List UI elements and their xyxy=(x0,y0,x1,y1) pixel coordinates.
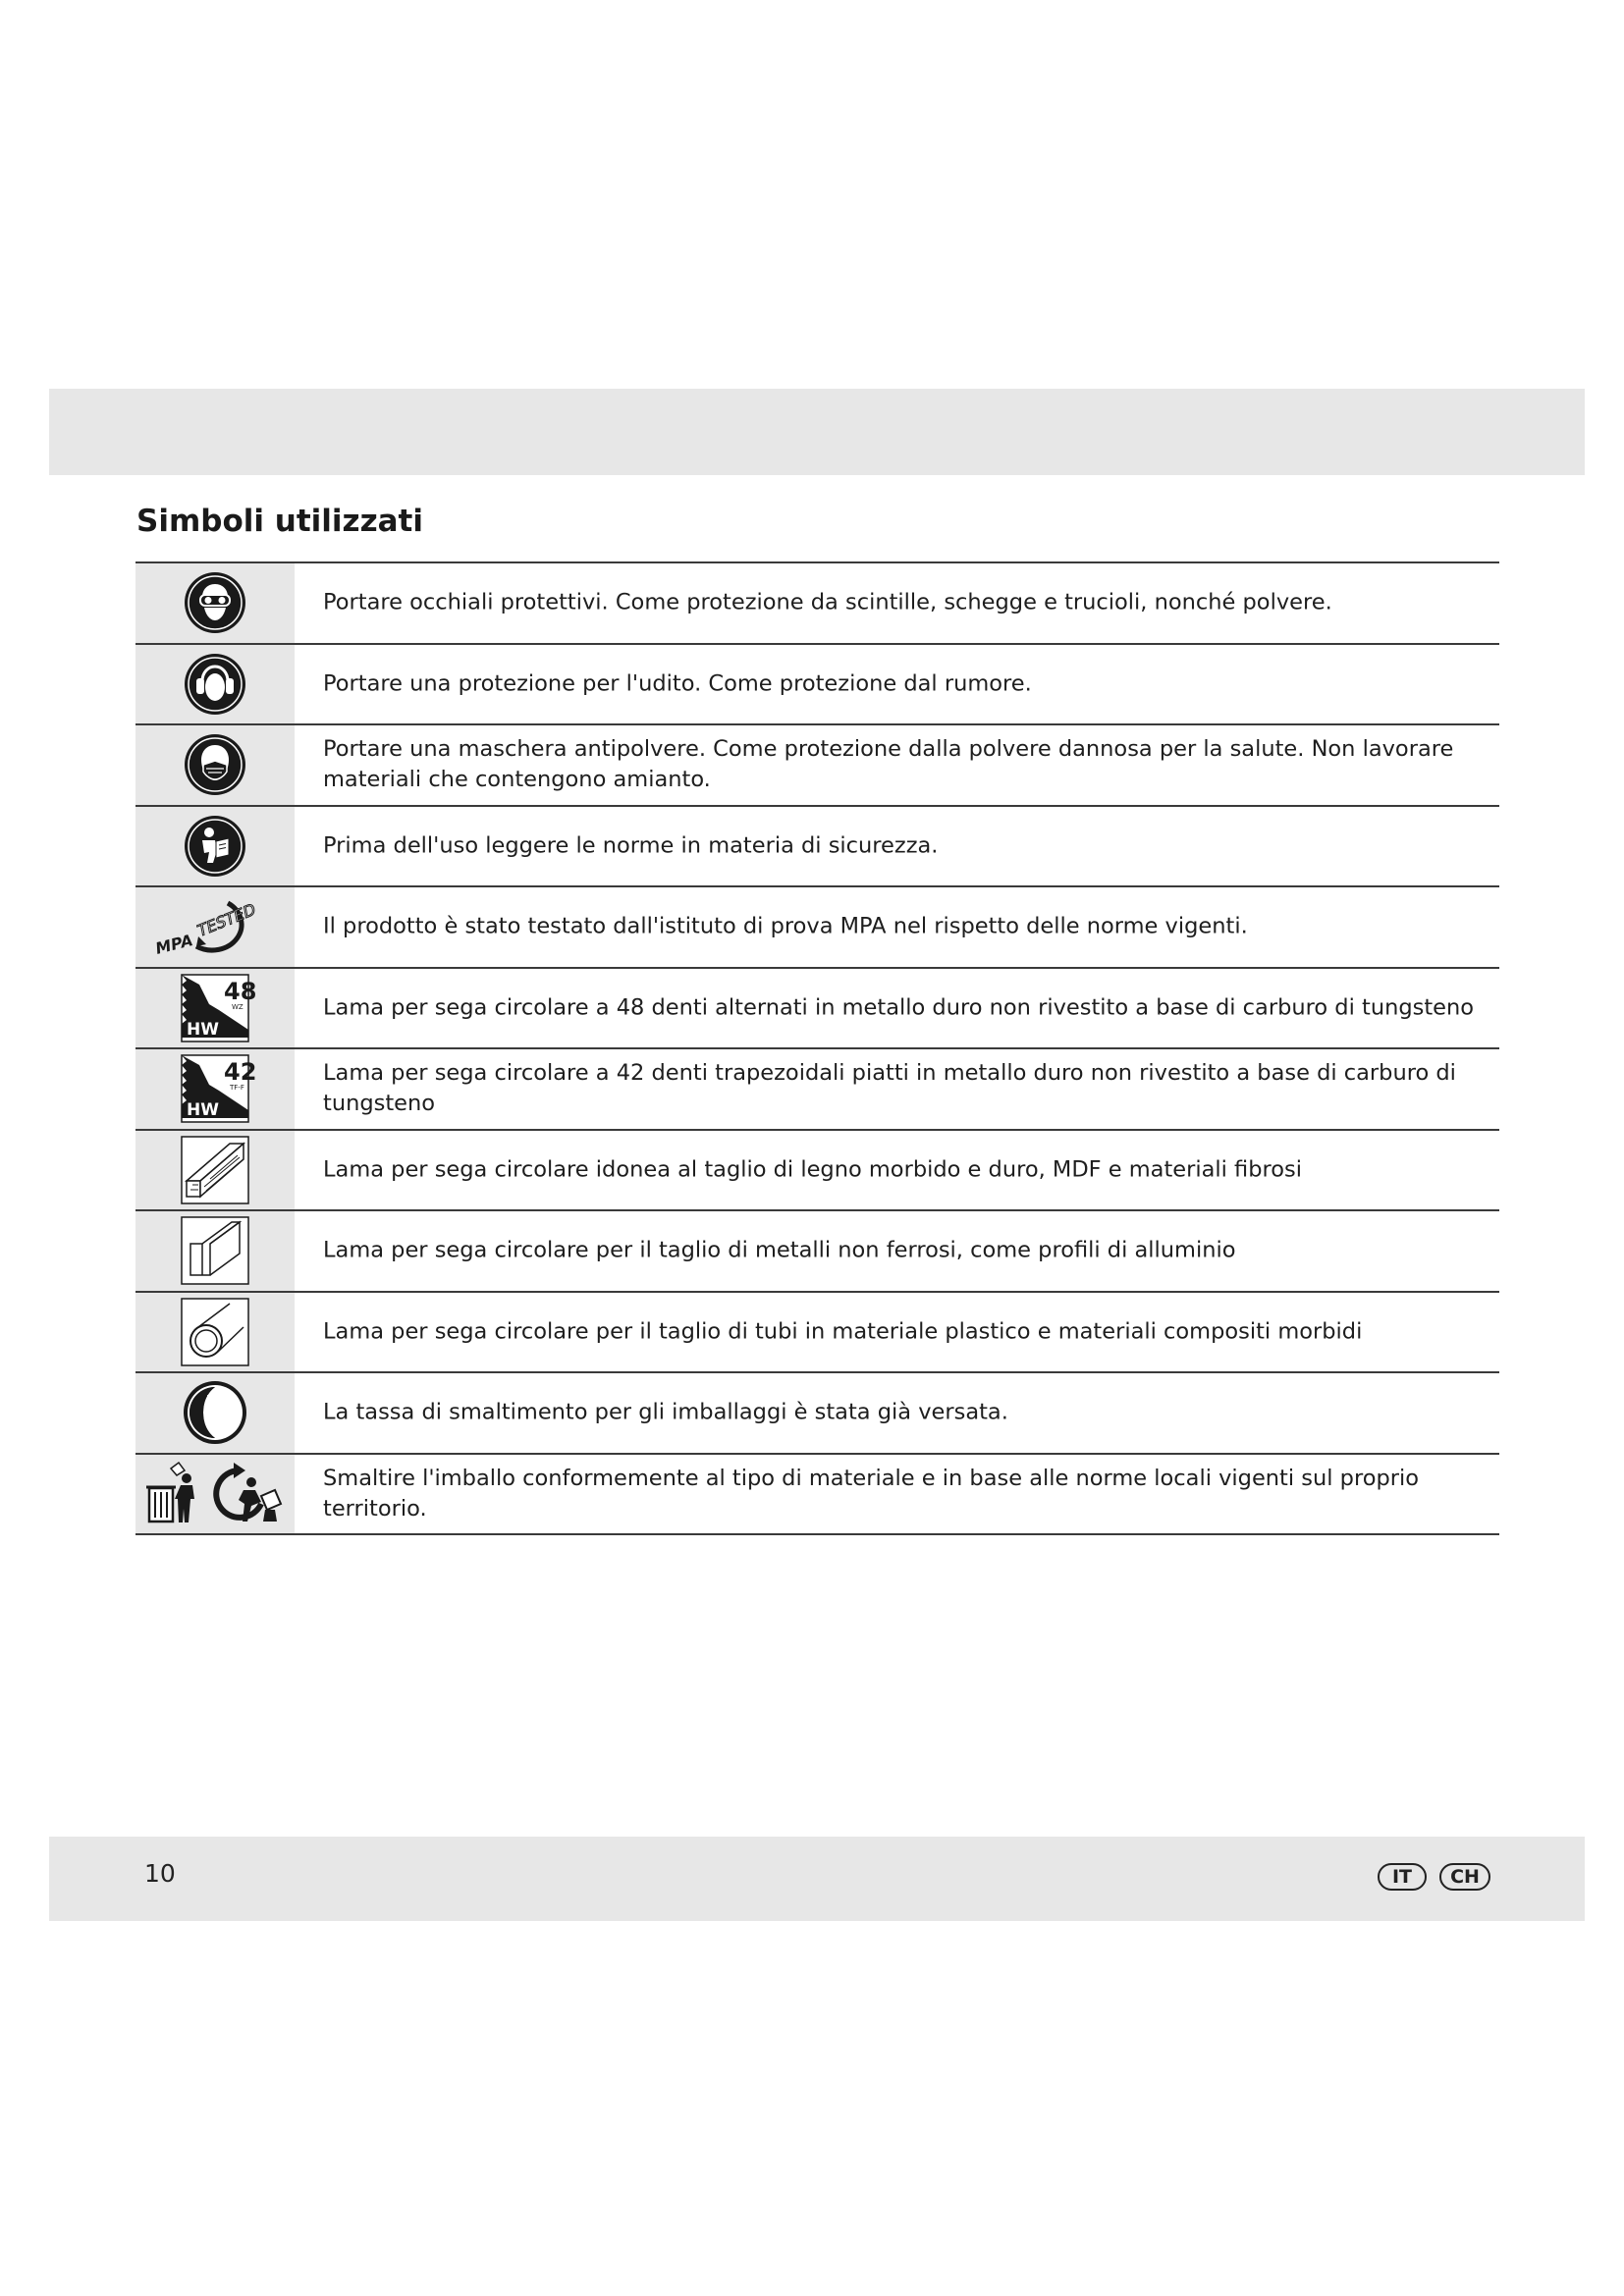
mpa-tested-icon xyxy=(141,889,289,964)
icon-cell xyxy=(135,645,295,724)
row-description: Portare una maschera antipolvere. Come protezione dalla polvere dannosa per la salute. Non lavorare materiali che contengono amianto. xyxy=(323,736,1454,793)
table-row xyxy=(135,1373,1499,1455)
icon-cell xyxy=(135,1131,295,1210)
table-row xyxy=(135,563,1499,645)
row-description: Portare una protezione per l'udito. Come protezione dal rumore. xyxy=(323,670,1032,697)
footer-band xyxy=(49,1837,1585,1921)
table-row xyxy=(135,807,1499,888)
row-description: Smaltire l'imballo conformemente al tipo di materiale e in base alle norme locali vigenti sul proprio territorio. xyxy=(323,1465,1420,1522)
language-badge-it: IT xyxy=(1378,1863,1427,1891)
wood-material-icon xyxy=(181,1136,249,1204)
table-row xyxy=(135,1211,1499,1293)
table-row xyxy=(135,645,1499,726)
table-row xyxy=(135,1293,1499,1374)
icon-cell xyxy=(135,1293,295,1372)
plastic-tube-icon xyxy=(181,1298,249,1366)
tooth-type: WZ xyxy=(232,1002,244,1011)
row-description: Lama per sega circolare a 48 denti alternati in metallo duro non rivestito a base di carburo di tungsteno xyxy=(323,994,1475,1021)
icon-cell xyxy=(135,969,295,1048)
row-description: Lama per sega circolare idonea al taglio di legno morbido e duro, MDF e materiali fibrosi xyxy=(323,1156,1303,1183)
table-row xyxy=(135,725,1499,807)
recycling-person-icon xyxy=(216,1463,281,1522)
row-description: Il prodotto è stato testato dall'istituto di prova MPA nel rispetto delle norme vigenti. xyxy=(323,913,1248,939)
mpa-label: MPA xyxy=(153,931,195,959)
table-row xyxy=(135,1049,1499,1131)
table-row xyxy=(135,887,1499,969)
material-code: HW xyxy=(187,1100,219,1121)
language-badge-ch: CH xyxy=(1439,1863,1490,1891)
dust-mask-icon xyxy=(183,732,247,797)
ear-protection-icon xyxy=(183,652,247,717)
table-row xyxy=(135,969,1499,1050)
tested-label: TESTED xyxy=(194,900,259,940)
icon-cell xyxy=(135,725,295,805)
read-manual-icon xyxy=(183,814,247,879)
header-band xyxy=(49,389,1585,475)
tooth-type: TF-F xyxy=(230,1084,244,1093)
row-description: Lama per sega circolare per il taglio di tubi in materiale plastico e materiali compositi morbidi xyxy=(323,1318,1363,1345)
icon-cell xyxy=(135,1211,295,1291)
row-description: Portare occhiali protettivi. Come protezione da scintille, schegge e trucioli, nonché polvere. xyxy=(323,589,1332,615)
trash-bin-icon xyxy=(146,1463,194,1522)
table-row xyxy=(135,1455,1499,1536)
icon-cell xyxy=(135,1455,295,1534)
blade-42-teeth-icon xyxy=(181,1054,257,1123)
safety-goggles-icon xyxy=(183,570,247,635)
row-description: Prima dell'uso leggere le norme in materia di sicurezza. xyxy=(323,832,939,859)
metal-profile-icon xyxy=(181,1216,249,1285)
row-description: Lama per sega circolare a 42 denti trapezoidali piatti in metallo duro non rivestito a base di carburo di tungsteno xyxy=(323,1060,1456,1117)
material-code: HW xyxy=(187,1019,219,1040)
icon-cell xyxy=(135,1373,295,1453)
blade-48-teeth-icon xyxy=(181,974,257,1042)
icon-cell xyxy=(135,563,295,643)
icon-cell xyxy=(135,1049,295,1129)
green-dot-icon xyxy=(182,1379,248,1446)
tooth-count: 48 xyxy=(224,977,257,1005)
icon-cell xyxy=(135,887,295,967)
row-description: Lama per sega circolare per il taglio di metalli non ferrosi, come profili di alluminio xyxy=(323,1237,1236,1263)
icon-cell xyxy=(135,807,295,886)
table-row xyxy=(135,1131,1499,1212)
page-title: Simboli utilizzati xyxy=(136,504,424,539)
row-description: La tassa di smaltimento per gli imballaggi è stata già versata. xyxy=(323,1399,1008,1425)
symbols-table xyxy=(135,561,1499,1535)
tooth-count: 42 xyxy=(224,1058,257,1087)
page-number: 10 xyxy=(144,1859,176,1888)
disposal-recycling-icon xyxy=(141,1459,289,1529)
